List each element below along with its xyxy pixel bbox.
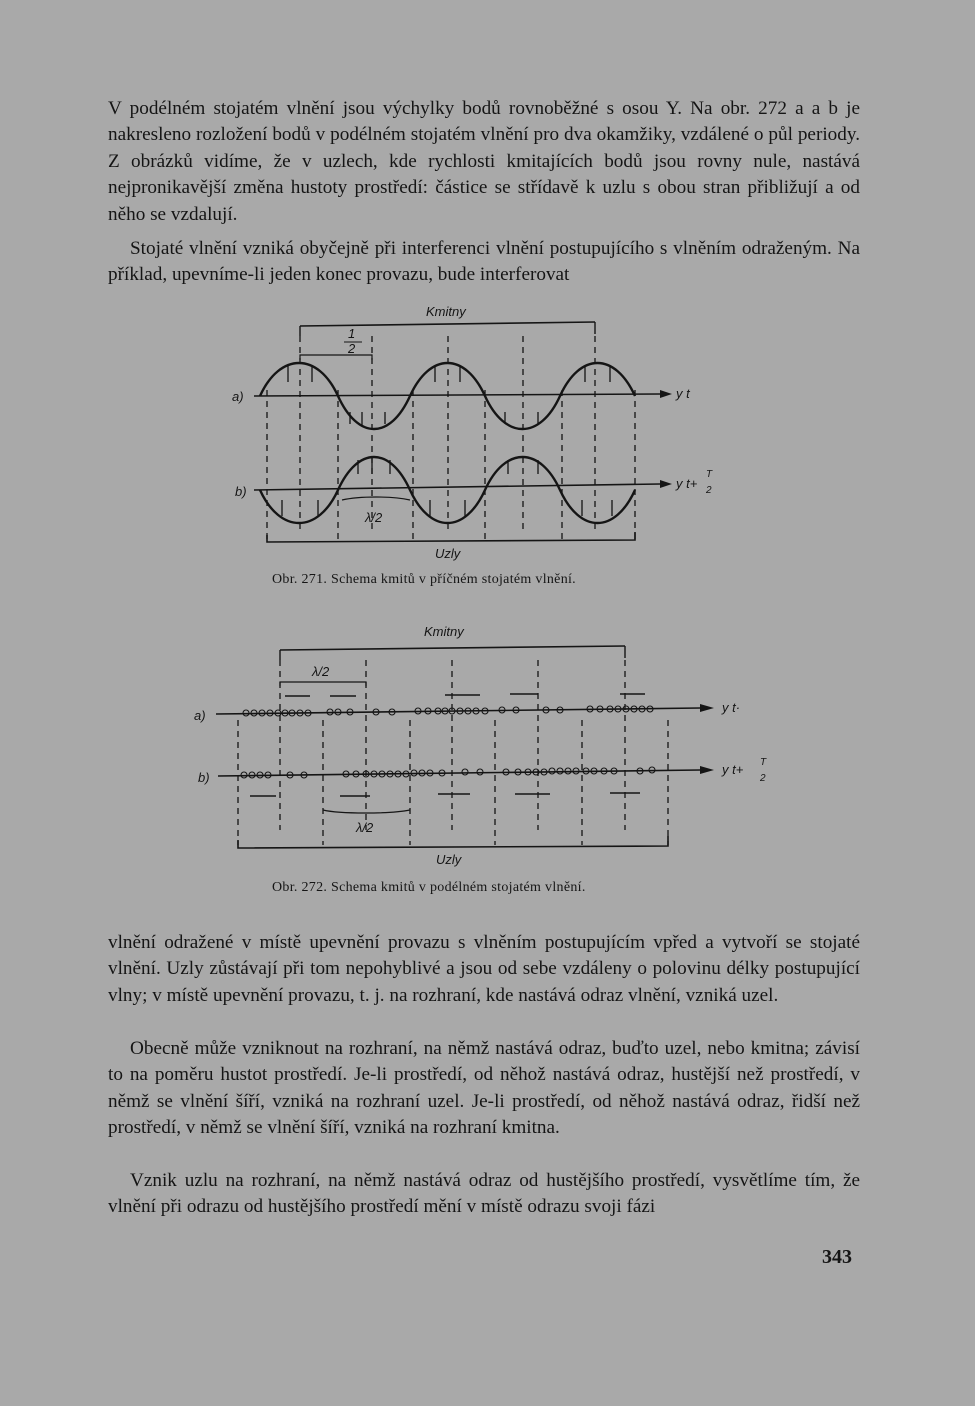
paragraph-interference: Stojaté vlnění vzniká obyčejně při interferenci vlnění postupujícího s vlněním odraženým. Na příklad, upevníme-li jeden konec provazu, bude interferovat	[108, 238, 860, 286]
label-kmitny: Kmitny	[426, 304, 466, 319]
caption-figure-272: Obr. 272. Schema kmitů v podélném stojatém vlnění.	[272, 880, 586, 895]
paragraph-reflection: vlnění odražené v místě upevnění provazu s vlněním postupujícím vpřed a vytvoří se stojaté vlnění. Uzly zůstávají při tom nepohyblivé a jsou od sebe vzdáleny o polovinu délky postupující vlny; v místě upevnění provazu, t. j. na rozhraní, kde nastává odraz vlnění, vzniká uzel.	[108, 932, 860, 1006]
label-uzly: Uzly	[435, 546, 461, 561]
paragraph-node-or-antinode: Obecně může vzniknout na rozhraní, na němž nastává odraz, buďto uzel, nebo kmitna; závisí to na poměru hustot prostředí. Je-li prostředí, od něhož nastává odraz, hustější než prostředí, v němž se vlnění šíří, vzniká na rozhraní uzel. Je-li prostředí, od něhož nastává odraz, řidší než prostředí, v němž se vlnění šíří, vzniká na rozhraní kmitna.	[108, 1038, 860, 1139]
paragraph-longitudinal-wave: V podélném stojatém vlnění jsou výchylky bodů rovnoběžné s osou Y. Na obr. 272 a a b je nakresleno rozložení bodů v podélném stojatém vlnění pro dva okamžiky, vzdálené o půl periody. Z obrázků vidíme, že v uzlech, kde rychlosti kmitajících bodů jsou rovny nule, nastává nejpronikavější změna hustoty prostředí: částice se střídavě k uzlu s obou stran přibližují a od něho se vzdalují.	[108, 98, 860, 225]
label-lambda-bottom: λ/2	[356, 820, 374, 835]
label-a: a)	[232, 389, 244, 404]
caption-figure-271: Obr. 271. Schema kmitů v příčném stojatém vlnění.	[272, 572, 576, 587]
label-a: a)	[194, 708, 206, 723]
figure-272-longitudinal-standing-wave	[180, 620, 780, 875]
axis-b: y t+	[676, 476, 698, 491]
label-b: b)	[235, 484, 247, 499]
axis-a: y t	[676, 386, 690, 401]
figure-271-transverse-standing-wave	[220, 300, 720, 570]
label-uzly: Uzly	[436, 852, 462, 867]
axis-b: y t+	[722, 762, 744, 777]
axis-b-frac-num: T	[760, 757, 767, 768]
axis-b-frac-den: 2	[706, 485, 712, 496]
label-b: b)	[198, 770, 210, 785]
label-lambda-top: λ/2	[312, 664, 330, 679]
page-number: 343	[822, 1246, 852, 1268]
paragraph-phase-change: Vznik uzlu na rozhraní, na němž nastává odraz od hustějšího prostředí, vysvětlíme tím, že vlnění při odrazu od hustějšího prostředí mění v místě odrazu svoji fázi	[108, 1170, 860, 1218]
axis-a: y t·	[722, 700, 741, 715]
label-lambda-half: λ/2	[365, 510, 383, 525]
axis-b-frac-num: T	[706, 469, 713, 480]
label-kmitny: Kmitny	[424, 624, 464, 639]
axis-b-frac-den: 2	[760, 773, 766, 784]
label-one: 1	[348, 326, 356, 341]
label-two: 2	[348, 341, 356, 356]
